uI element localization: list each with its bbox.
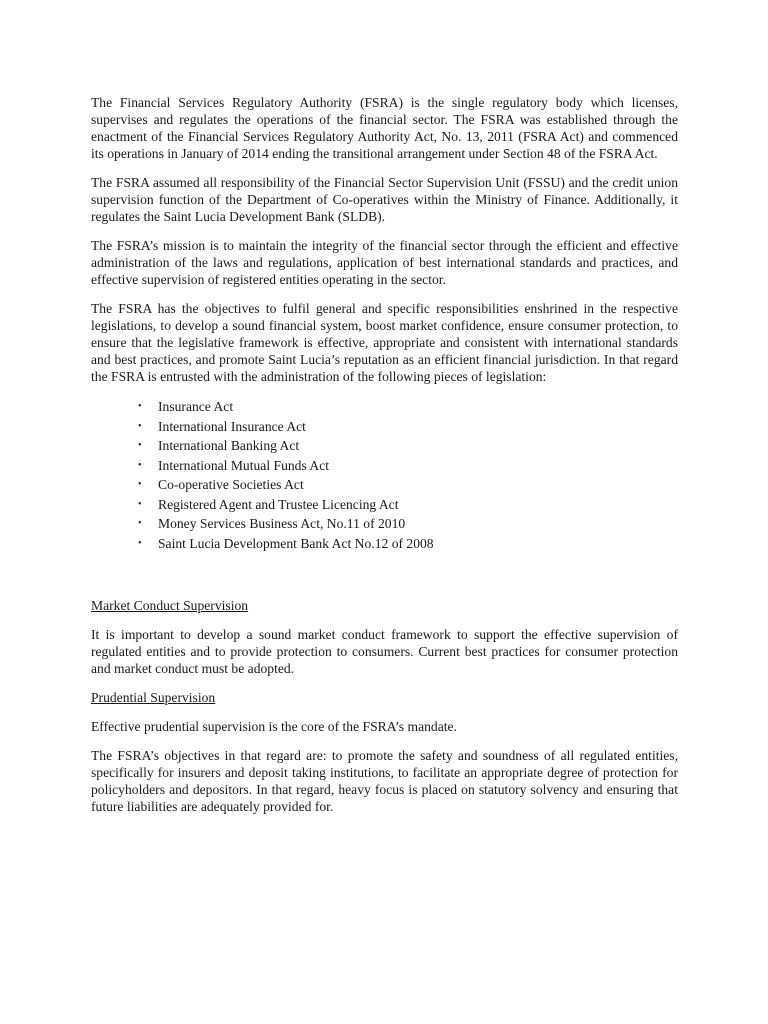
- list-item: • International Mutual Funds Act: [158, 456, 678, 476]
- section-spacer: [91, 553, 678, 597]
- bullet-icon: •: [138, 420, 142, 432]
- bullet-icon: •: [138, 498, 142, 510]
- list-item: • International Insurance Act: [158, 417, 678, 437]
- bullet-icon: •: [138, 518, 142, 529]
- market-conduct-paragraph: It is important to develop a sound market conduct framework to support the effective supervision of regulated entities and to provide protection to consumers. Current best practices for consumer protection and market conduct must be adopted.: [91, 627, 678, 676]
- prudential-heading: Prudential Supervision: [91, 690, 216, 705]
- prudential-paragraph-1: Effective prudential supervision is the core of the FSRA’s mandate.: [91, 719, 457, 734]
- bullet-icon: •: [138, 479, 142, 490]
- bullet-icon: •: [138, 401, 142, 412]
- legislation-list: [91, 397, 678, 553]
- list-item: • Insurance Act: [158, 397, 678, 417]
- intro-paragraph-3: The FSRA’s mission is to maintain the integrity of the financial sector through the efficient and effective administration of the laws and regulations, application of best international standards and practices, and effective supervision of registered entities operating in the sector.: [91, 238, 678, 287]
- bullet-icon: •: [138, 440, 142, 451]
- intro-paragraph-1: The Financial Services Regulatory Authority (FSRA) is the single regulatory body which licenses, supervises and regulates the operations of the financial sector. The FSRA was established through the enactment of the Financial Services Regulatory Authority Act, No. 13, 2011 (FSRA Act) and commenced its operations in January of 2014 ending the transitional arrangement under Section 48 of the FSRA Act.: [91, 95, 678, 161]
- list-item: • Saint Lucia Development Bank Act No.12 of 2008: [158, 534, 678, 554]
- market-conduct-heading: Market Conduct Supervision: [91, 598, 249, 613]
- bullet-icon: •: [138, 459, 142, 471]
- list-item: • Co-operative Societies Act: [158, 475, 678, 495]
- list-item: • Money Services Business Act, No.11 of 2010: [158, 514, 678, 534]
- bullet-icon: •: [138, 537, 142, 549]
- intro-paragraph-4: The FSRA has the objectives to fulfil general and specific responsibilities enshrined in the respective legislations, to develop a sound financial system, boost market confidence, ensure consumer protection, to ensure that the legislative framework is effective, appropriate and consistent with international standards and best practices, and promote Saint Lucia’s reputation as an efficient financial jurisdiction. In that regard the FSRA is entrusted with the administration of the following pieces of legislation:: [91, 301, 678, 384]
- prudential-paragraph-2: The FSRA’s objectives in that regard are: to promote the safety and soundness of all regulated entities, specifically for insurers and deposit taking institutions, to facilitate an appropriate degree of protection for policyholders and depositors. In that regard, heavy focus is placed on statutory solvency and ensuring that future liabilities are adequately provided for.: [91, 748, 678, 814]
- document-body: [91, 94, 678, 827]
- intro-paragraph-2: The FSRA assumed all responsibility of the Financial Sector Supervision Unit (FSSU) and the credit union supervision function of the Department of Co-operatives within the Ministry of Finance. Additionally, it regulates the Saint Lucia Development Bank (SLDB).: [91, 175, 678, 224]
- list-item: • International Banking Act: [158, 436, 678, 456]
- list-item: • Registered Agent and Trustee Licencing Act: [158, 495, 678, 515]
